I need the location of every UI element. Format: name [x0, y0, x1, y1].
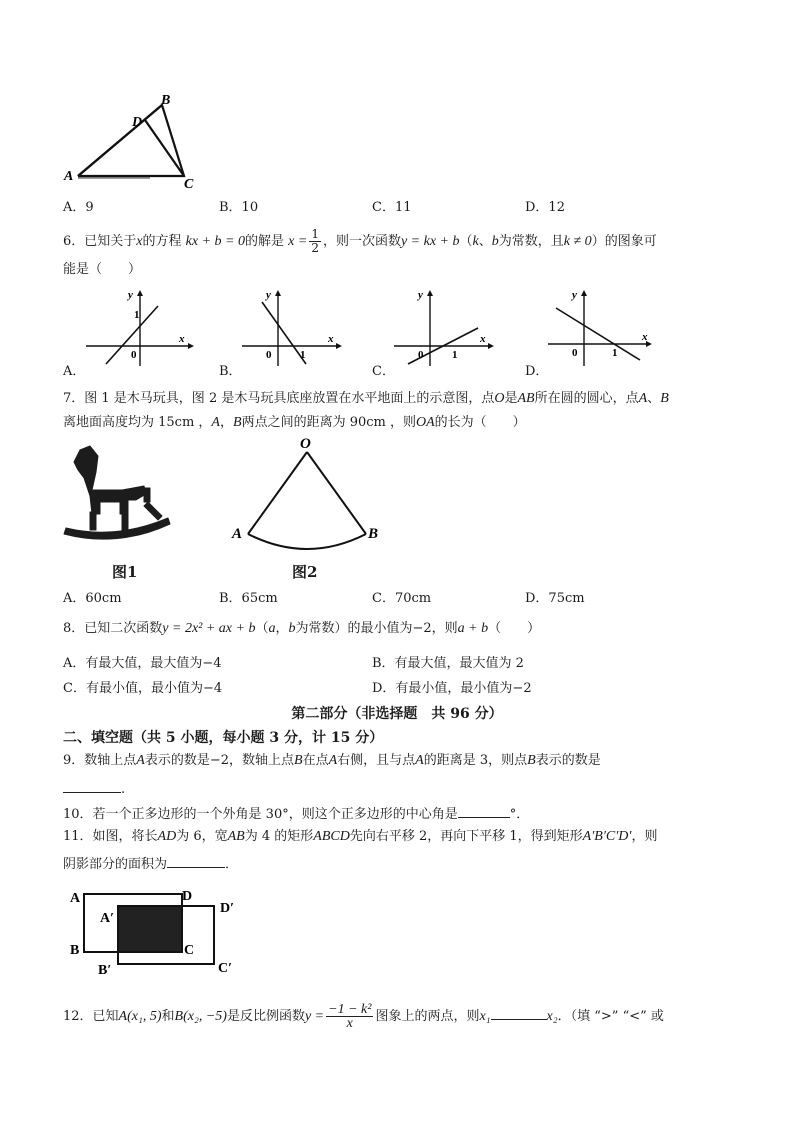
q6-graph-a[interactable]: [84, 288, 194, 368]
q6-graph-d[interactable]: [546, 288, 658, 368]
q7-question-line1: 7．图 1 是木马玩具，图 2 是木马玩具底座放置在水平地面上的示意图，点O是AB所在圆的圆心，点A、B: [63, 391, 669, 406]
q11-question-line1: 11．如图，将长AD为 6，宽AB为 4 的矩形ABCD先向右平移 2，再向下平移 1，得到矩形A′B′C′D′，则: [63, 829, 658, 844]
q11-label-a-prime: A′: [100, 911, 115, 926]
q9-answer-line: .: [63, 778, 125, 799]
q7-label-o: O: [300, 436, 311, 452]
svg-text:y: y: [572, 289, 577, 301]
svg-text:0: 0: [131, 349, 137, 361]
q8-question: 8．已知二次函数y = 2x² + ax + b（a，b为常数）的最小值为−2，则a + b（ ）: [63, 621, 541, 636]
q5-option-b[interactable]: B．10: [219, 200, 259, 215]
q6-graph-c[interactable]: [392, 288, 502, 368]
q7-sector-diagram: [228, 434, 388, 562]
svg-text:x: x: [642, 331, 648, 343]
svg-text:0: 0: [266, 349, 272, 361]
q7-figure1-caption: 图1: [112, 563, 138, 581]
q5-label-d: D: [132, 115, 143, 130]
svg-text:x: x: [328, 333, 334, 345]
q10-answer-blank[interactable]: [458, 803, 510, 818]
part2-title: 第二部分（非选择题 共 96 分）: [291, 706, 503, 722]
q6-option-b[interactable]: B．: [219, 364, 242, 379]
q11-label-d: D: [182, 889, 193, 904]
q7-option-b[interactable]: B．65cm: [219, 591, 278, 606]
q5-triangle-figure: [60, 92, 210, 192]
q7-option-d[interactable]: D．75cm: [525, 591, 585, 606]
q5-label-c: C: [184, 177, 194, 192]
svg-text:1: 1: [134, 309, 140, 321]
q11-label-a: A: [70, 891, 81, 906]
q5-label-a: A: [64, 169, 74, 184]
svg-text:0: 0: [418, 349, 424, 361]
section-fill-in-heading: 二、填空题（共 5 小题，每小题 3 分，计 15 分）: [63, 730, 384, 746]
svg-text:1: 1: [612, 347, 618, 359]
q7-figure2-caption: 图2: [292, 563, 318, 581]
q8-option-d[interactable]: D．有最小值，最小值为−2: [372, 681, 532, 696]
q7-rocking-horse-image: [62, 440, 174, 548]
svg-text:1: 1: [452, 349, 458, 361]
q10-question: 10．若一个正多边形的一个外角是 30°，则这个正多边形的中心角是 °．: [63, 803, 529, 824]
q8-option-c[interactable]: C．有最小值，最小值为−4: [63, 681, 223, 696]
q7-option-a[interactable]: A．60cm: [63, 591, 122, 606]
q11-answer-blank[interactable]: [167, 853, 225, 868]
q11-question-line2: 阴影部分的面积为 ．: [63, 853, 238, 874]
q11-label-d-prime: D′: [220, 901, 235, 916]
q6-option-d[interactable]: D．: [525, 364, 549, 379]
q8-option-a[interactable]: A．有最大值，最大值为−4: [63, 656, 222, 671]
q5-label-b: B: [161, 93, 171, 108]
q6-option-c[interactable]: C．: [372, 364, 395, 379]
q6-question-line2: 能是（ ）: [63, 262, 142, 277]
q7-label-b: B: [368, 526, 379, 542]
q7-question-line2: 离地面高度均为 15cm ，A，B两点之间的距离为 90cm ，则OA的长为（ ）: [63, 415, 526, 430]
svg-text:x: x: [480, 333, 486, 345]
svg-text:x: x: [179, 333, 185, 345]
q12-answer-blank[interactable]: [491, 1005, 547, 1020]
svg-text:0: 0: [572, 347, 578, 359]
q8-option-b[interactable]: B．有最大值，最大值为 2: [372, 656, 524, 671]
q9-question: 9．数轴上点A表示的数是−2，数轴上点B在点A右侧，且与点A的距离是 3，则点B表示的数是: [63, 753, 601, 768]
q11-rectangles-figure: [64, 882, 254, 978]
q5-option-a[interactable]: A．9: [63, 200, 94, 215]
q11-label-c-prime: C′: [218, 961, 233, 976]
q7-option-c[interactable]: C．70cm: [372, 591, 432, 606]
q6-question-line1: 6．已知关于x的方程 kx + b = 0的解是 x = $\frac{1}{2}$ ，则一次函数y = kx + b（k、b为常数，且k ≠ 0）的图象可: [63, 227, 657, 255]
q11-label-b-prime: B′: [98, 963, 112, 978]
svg-text:1: 1: [300, 349, 306, 361]
q7-label-a: A: [232, 526, 243, 542]
q5-option-c[interactable]: C．11: [372, 200, 412, 215]
svg-text:y: y: [128, 289, 133, 301]
q9-answer-blank[interactable]: [63, 778, 121, 793]
q12-question: 12．已知A(x₁, 5)和B(x₂, −5)是反比例函数y = $\frac{\text{−1 − k²}}{x}$ 图象上的两点，则x₁ x₂．（填 “>” “<” 或: [63, 1002, 664, 1031]
q11-label-b: B: [70, 943, 80, 958]
svg-text:y: y: [266, 289, 271, 301]
q6-graph-b[interactable]: [240, 288, 350, 368]
q5-option-d[interactable]: D．12: [525, 200, 565, 215]
q11-label-c: C: [184, 943, 195, 958]
q6-option-a[interactable]: A．: [63, 364, 86, 379]
svg-text:y: y: [418, 289, 423, 301]
